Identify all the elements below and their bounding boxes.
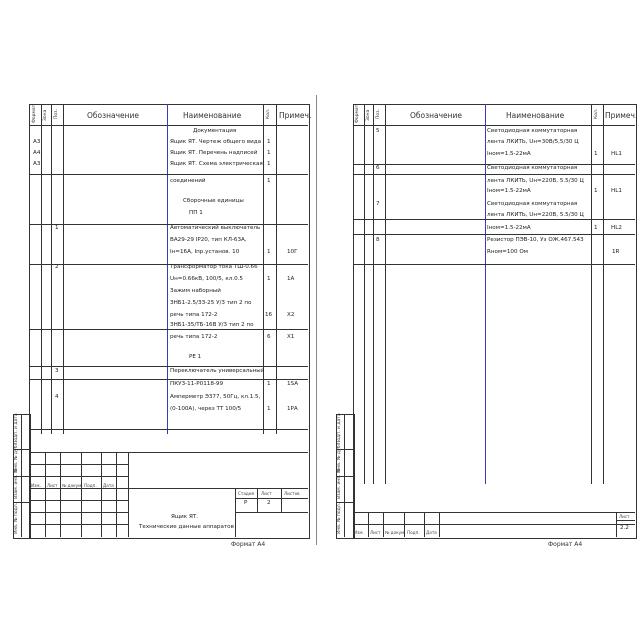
spec-row-note: Х1 bbox=[287, 334, 295, 340]
qty-col-header: Кол. bbox=[266, 108, 271, 119]
spec-row-name: ПКУ3-11-Р0118-99 bbox=[170, 381, 224, 387]
spec-row-note: 1А bbox=[287, 276, 295, 282]
side-label: Подп. и дата bbox=[14, 413, 19, 444]
spec-row-name: Iном=1.5-22мА bbox=[487, 151, 531, 157]
tb-col-izm: Изм. bbox=[354, 530, 364, 535]
zone-col-header: Зона bbox=[43, 109, 48, 121]
format-footer: Формат А4 bbox=[231, 541, 266, 548]
note-col-header: Примеч. bbox=[279, 111, 312, 120]
spec-row-pos: 8 bbox=[376, 237, 380, 243]
spec-row-qty: 1 bbox=[267, 381, 271, 387]
zone-col-header: Зона bbox=[366, 109, 371, 121]
pos-col-header: Поз. bbox=[376, 109, 381, 119]
spec-row-pos: 3 bbox=[55, 368, 59, 374]
spec-row-note: HL2 bbox=[611, 225, 622, 231]
note-col-header: Примеч. bbox=[605, 111, 638, 120]
page-divider bbox=[316, 95, 317, 545]
tb-col-izm: Изм. bbox=[31, 483, 41, 488]
spec-row-pos: 2 bbox=[55, 264, 59, 270]
spec-row-qty: 1 bbox=[267, 139, 271, 145]
spec-row-note: 10Г bbox=[287, 249, 298, 255]
spec-row-name: Iном=1.5-22мА bbox=[487, 225, 531, 231]
name-col-header: Наименование bbox=[506, 111, 565, 120]
spec-row-name: речь типа 172-2 bbox=[170, 334, 218, 340]
format-col-header: Формат bbox=[355, 104, 360, 123]
tb-stage-label: Стадия bbox=[238, 491, 255, 496]
spec-row-name: Резистор ПЭВ-10, Уз ОЖ.467.543 bbox=[487, 237, 584, 243]
tb-title-line1: Ящик ЯТ. bbox=[171, 514, 199, 520]
tb-sheet-value: 2.2 bbox=[620, 525, 629, 531]
tb-col-sign: Подп. bbox=[407, 530, 420, 535]
spec-row-qty: 1 bbox=[267, 406, 271, 412]
spec-row-note: 1SA bbox=[287, 381, 299, 387]
side-label: Инв. № дубл. bbox=[337, 441, 342, 472]
tb-col-docnum: № докум. bbox=[385, 530, 406, 535]
spec-row-format: A4 bbox=[33, 150, 41, 156]
side-label: Инв. № дубл. bbox=[14, 441, 19, 472]
spec-row-name: ПП 1 bbox=[189, 210, 203, 216]
spec-row-pos: 5 bbox=[376, 128, 380, 134]
spec-row-note: 1РА bbox=[287, 406, 298, 412]
format-footer: Формат А4 bbox=[548, 541, 583, 548]
spec-row-qty: 1 bbox=[594, 151, 598, 157]
spec-row-name: Трансформатор тока ТШ-0.66 bbox=[170, 264, 258, 270]
tb-sheets-label: Листов bbox=[284, 491, 300, 496]
spec-row-note: Х2 bbox=[287, 312, 295, 318]
spec-row-note: 1R bbox=[612, 249, 620, 255]
spec-row-note: HL1 bbox=[611, 151, 622, 157]
side-label: Инв. № подл. bbox=[337, 502, 342, 534]
tb-title-line2: Технические данные аппаратов bbox=[139, 524, 234, 530]
spec-row-name: лента ЛКИТЬ, Uн=220В, 5.5/30 Ц bbox=[487, 212, 584, 218]
spec-row-name: Ящик ЯТ. Схема электрическая bbox=[170, 161, 263, 167]
spec-row-name: ЗНБ1-35/ТБ-16В У/3 тип 2 по bbox=[170, 322, 254, 328]
tb-col-list: Лист bbox=[47, 483, 58, 488]
spec-row-note: HL1 bbox=[611, 188, 622, 194]
spec-row-name: Светодиодная коммутаторная bbox=[487, 165, 578, 171]
spec-row-name: Iн=16А, Iпр.установ. 10 bbox=[170, 249, 240, 255]
spec-row-name: (0-100А), через ТТ 100/5 bbox=[170, 406, 242, 412]
spec-row-qty: 1 bbox=[267, 178, 271, 184]
pos-col-header: Поз. bbox=[54, 109, 59, 119]
tb-sheet-value: 2 bbox=[267, 500, 271, 506]
tb-col-docnum: № докум. bbox=[62, 483, 83, 488]
left-sheet bbox=[3, 104, 312, 548]
spec-row-pos: 4 bbox=[55, 394, 59, 400]
spec-row-format: A3 bbox=[33, 161, 41, 167]
spec-row-qty: 1 bbox=[267, 161, 271, 167]
spec-row-name: Автоматический выключатель bbox=[170, 225, 261, 231]
designation-col-header: Обозначение bbox=[410, 111, 463, 120]
designation-col-header: Обозначение bbox=[87, 111, 140, 120]
spec-row-name: соединений bbox=[170, 178, 206, 184]
spec-row-name: ЗНБ1-2.5/ЗЗ-25 У/3 тип 2 по bbox=[170, 300, 252, 306]
spec-row-pos: 1 bbox=[55, 225, 59, 231]
spec-row-pos: 7 bbox=[376, 201, 380, 207]
qty-col-header: Кол. bbox=[594, 108, 599, 119]
tb-col-list: Лист bbox=[370, 530, 381, 535]
spec-row-name: Ящик ЯТ. Чертеж общего вида bbox=[170, 139, 262, 145]
side-label: Взам. инв. № bbox=[14, 468, 19, 499]
spec-row-qty: 1 bbox=[267, 150, 271, 156]
spec-row-qty: 1 bbox=[267, 276, 271, 282]
spec-row-qty: 6 bbox=[267, 334, 271, 340]
spec-row-name: Светодиодная коммутаторная bbox=[487, 128, 578, 134]
format-col-header: Формат bbox=[32, 104, 37, 123]
spec-row-qty: 1 bbox=[594, 225, 598, 231]
right-sheet bbox=[326, 104, 638, 548]
spec-row-name: Uн=0.66кВ, 100/5, кл.0.5 bbox=[170, 276, 243, 282]
spec-row-name: Светодиодная коммутаторная bbox=[487, 201, 578, 207]
spec-row-name: РЕ 1 bbox=[189, 354, 202, 360]
spec-row-qty: 1 bbox=[594, 188, 598, 194]
side-label: Подп. и дата bbox=[337, 413, 342, 444]
spec-row-name: Зажим наборный bbox=[170, 288, 221, 294]
spec-row-name: Iном=1.5-22мА bbox=[487, 188, 531, 194]
tb-stage-value: Р bbox=[244, 500, 248, 506]
left-header-line bbox=[29, 125, 308, 126]
side-label: Инв. № подл. bbox=[14, 502, 19, 534]
tb-col-date: Дата bbox=[426, 530, 437, 535]
tb-sheet-label: Лист bbox=[619, 514, 630, 519]
side-label: Взам. инв. № bbox=[337, 468, 342, 499]
spec-row-pos: 6 bbox=[376, 165, 380, 171]
spec-row-name: лента ЛКИТЬ, Uн=30В/5,5/30 Ц bbox=[487, 139, 579, 145]
spec-row-qty: 1 bbox=[267, 249, 271, 255]
spec-row-name: лента ЛКИТЬ, Uн=220В, 5.5/30 Ц bbox=[487, 178, 584, 184]
spec-row-name: Переключатель универсальный bbox=[170, 368, 265, 374]
spec-row-name: речь типа 172-2 bbox=[170, 312, 218, 318]
spec-row-name: Документация bbox=[193, 128, 237, 134]
spec-row-qty: 16 bbox=[265, 312, 273, 318]
spec-row-name: Сборочные единицы bbox=[183, 198, 244, 204]
tb-col-sign: Подп. bbox=[84, 483, 97, 488]
spec-row-name: Амперметр Э377, 50Гц, кл.1.5, bbox=[170, 394, 261, 400]
name-col-header: Наименование bbox=[183, 111, 242, 120]
tb-col-date: Дата bbox=[103, 483, 114, 488]
spec-row-format: A3 bbox=[33, 139, 41, 145]
tb-sheet-label: Лист bbox=[261, 491, 272, 496]
spec-row-name: Ящик ЯТ. Перечень надписей bbox=[170, 150, 258, 156]
spec-row-name: ВА29-29 IP20, тип КЛ-63А, bbox=[170, 237, 247, 243]
spec-row-name: Rном=100 Ом bbox=[487, 249, 528, 255]
